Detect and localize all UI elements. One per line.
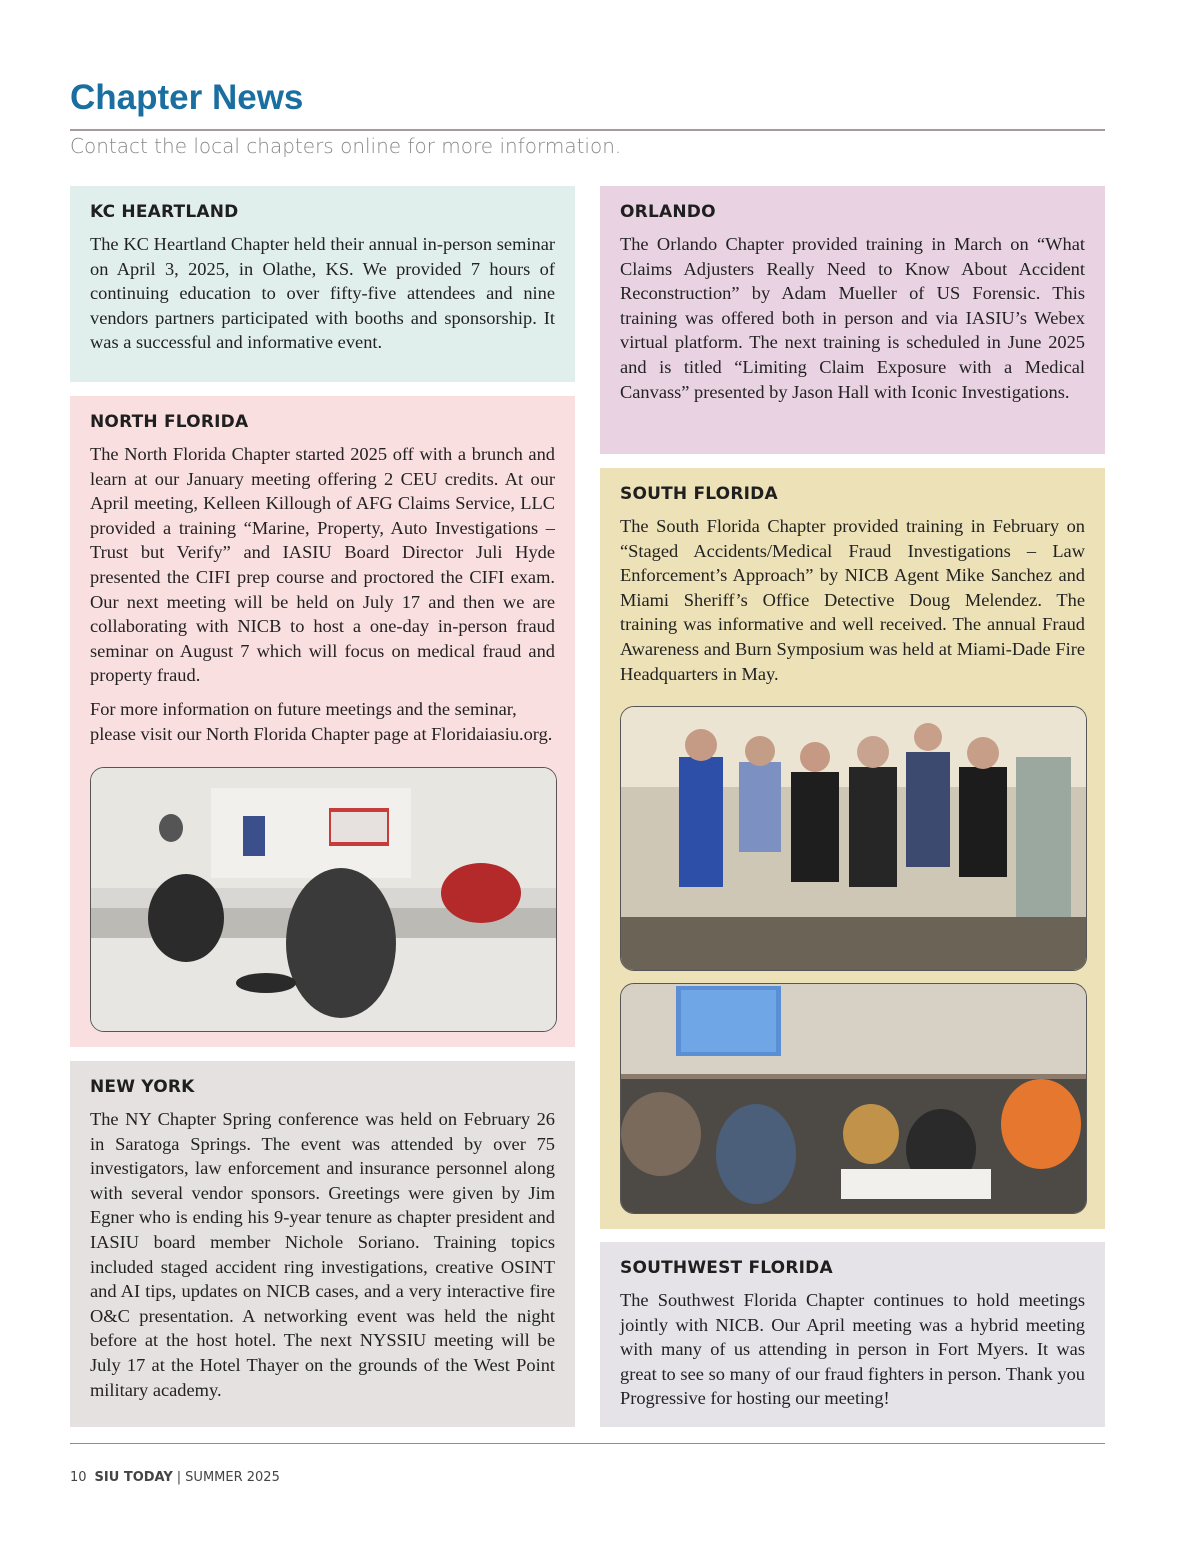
title-divider <box>70 129 1105 131</box>
orlando-body: The Orlando Chapter provided training in March on “What Claims Adjusters Really Need to Know About Accident Reconstruction” by Adam Mueller of US Forensic. This training was offered both in person and via IASIU’s Webex virtual platform. The next training is scheduled in June 2025 and is titled “Limiting Claim Exposure with a Medical Canvass” presented by Jason Hall with Iconic Investigations. <box>620 234 1085 402</box>
page-footer <box>70 1470 280 1485</box>
north-florida-meeting-photo <box>90 767 557 1032</box>
issue-name: SUMMER 2025 <box>185 1470 280 1485</box>
north-florida-body: The North Florida Chapter started 2025 off with a brunch and learn at our January meeting offering 2 CEU credits. At our April meeting, Kelleen Killough of AFG Claims Service, LLC provided a training “Marine, Property, Auto Investigations – Trust but Verify” and IASIU Board Director Juli Hyde presented the CIFI prep course and proctored the CIFI exam. Our next meeting will be held on July 17 and then we are collaborating with NICB to host a one-day in-person fraud seminar on August 7 which will focus on medical fraud and property fraud. <box>90 444 555 686</box>
south-florida-symposium-photo <box>620 983 1087 1214</box>
page-title: Chapter News <box>70 78 304 117</box>
page-subtitle: Contact the local chapters online for more information. <box>70 134 622 158</box>
new-york-body: The NY Chapter Spring conference was held on February 26 in Saratoga Springs. The event was attended by over 75 investigators, law enforcement and insurance personnel along with several vendor sponsors. Greetings were given by Jim Egner who is ending his 9-year tenure as chapter president and IASIU board member Nichole Soriano. Training topics included staged accident ring investigations, creative OSINT and AI tips, updates on NICB cases, and a very interactive fire O&C presentation. A networking event was held the night before at the host hotel. The next NYSSIU meeting will be July 17 at the Hotel Thayer on the grounds of the West Point military academy. <box>90 1109 555 1400</box>
north-florida-body-more: For more information on future meetings and the seminar, please visit our North Florida Chapter page at Floridaiasiu.org. <box>90 698 553 744</box>
new-york-box <box>70 1061 575 1427</box>
footer-divider <box>70 1443 1105 1444</box>
southwest-florida-box <box>600 1242 1105 1427</box>
footer-separator: | <box>176 1470 182 1485</box>
southwest-florida-heading: SOUTHWEST FLORIDA <box>620 1258 833 1278</box>
page-number: 10 <box>70 1470 87 1485</box>
south-florida-heading: SOUTH FLORIDA <box>620 484 778 504</box>
kc-heartland-box <box>70 186 575 382</box>
southwest-florida-body: The Southwest Florida Chapter continues to hold meetings jointly with NICB. Our April meeting was a hybrid meeting with many of us attending in person in Fort Myers. It was great to see so many of our fraud fighters in person. Thank you Progressive for hosting our meeting! <box>620 1290 1085 1409</box>
kc-heartland-body: The KC Heartland Chapter held their annual in-person seminar on April 3, 2025, in Olathe, KS. We provided 7 hours of continuing education to over fifty-five attendees and nine vendors partners participated with booths and sponsorship. It was a successful and informative event. <box>90 234 555 353</box>
south-florida-group-photo <box>620 706 1087 971</box>
orlando-box <box>600 186 1105 454</box>
north-florida-heading: NORTH FLORIDA <box>90 412 249 432</box>
publication-name: SIU TODAY <box>94 1470 173 1485</box>
new-york-heading: NEW YORK <box>90 1077 195 1097</box>
orlando-heading: ORLANDO <box>620 202 716 222</box>
south-florida-body: The South Florida Chapter provided training in February on “Staged Accidents/Medical Fraud Investigations – Law Enforcement’s Approach” by NICB Agent Mike Sanchez and Miami Sheriff’s Office Detective Doug Melendez. The training was informative and well received. The annual Fraud Awareness and Burn Symposium was held at Miami-Dade Fire Headquarters in May. <box>620 516 1085 684</box>
kc-heartland-heading: KC HEARTLAND <box>90 202 239 222</box>
